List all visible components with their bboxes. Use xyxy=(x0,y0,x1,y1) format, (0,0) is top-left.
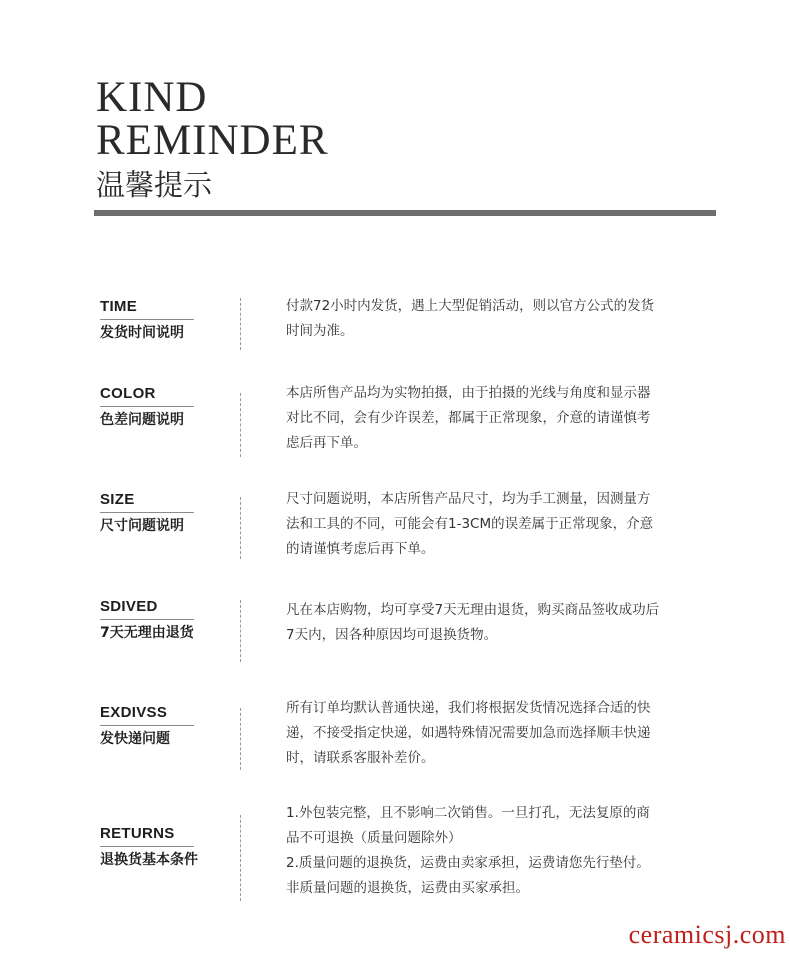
title-english-line-1: KIND xyxy=(96,74,208,121)
section-body xyxy=(286,598,706,648)
body-line: 7天内，因各种原因均可退换货物。 xyxy=(286,627,498,643)
body-line: 法和工具的不同，可能会有1-3CM的误差属于正常现象，介意 xyxy=(286,516,654,532)
section-heading-cn: 退换货基本条件 xyxy=(100,852,198,868)
section-heading-cn: 色差问题说明 xyxy=(100,412,184,428)
section-heading-cn: 发快递问题 xyxy=(100,731,170,747)
title-chinese: 温馨提示 xyxy=(96,168,213,202)
body-line: 递，不接受指定快递，如遇特殊情况需要加急而选择顺丰快递 xyxy=(286,725,651,741)
section-dashed-divider xyxy=(240,600,241,662)
section-heading-rule xyxy=(100,319,194,320)
body-line: 尺寸问题说明，本店所售产品尺寸，均为手工测量，因测量方 xyxy=(286,491,651,507)
section-dashed-divider xyxy=(240,393,241,457)
section-heading-en: TIME xyxy=(100,298,138,315)
section-dashed-divider xyxy=(240,815,241,901)
section-body xyxy=(286,381,706,456)
body-line: 付款72小时内发货，遇上大型促销活动，则以官方公式的发货 xyxy=(286,298,655,314)
section-heading-en: SIZE xyxy=(100,491,135,508)
body-line: 2.质量问题的退换货，运费由卖家承担，运费请您先行垫付。 xyxy=(286,855,650,871)
section-heading-rule xyxy=(100,619,194,620)
body-line: 本店所售产品均为实物拍摄，由于拍摄的光线与角度和显示器 xyxy=(286,385,651,401)
body-line: 1.外包装完整，且不影响二次销售。一旦打孔，无法复原的商 xyxy=(286,805,650,821)
section-heading-rule xyxy=(100,512,194,513)
section-heading-en: EXDIVSS xyxy=(100,704,168,721)
title-english-line-2: REMINDER xyxy=(96,117,329,164)
section-heading-rule xyxy=(100,846,194,847)
body-line: 非质量问题的退换货，运费由买家承担。 xyxy=(286,880,529,896)
section-dashed-divider xyxy=(240,497,241,559)
section-body xyxy=(286,801,706,901)
section-heading-en: SDIVED xyxy=(100,598,158,615)
body-line: 时，请联系客服补差价。 xyxy=(286,750,435,766)
section-heading-en: COLOR xyxy=(100,385,156,402)
body-line: 时间为准。 xyxy=(286,323,354,339)
section-heading-cn: 尺寸问题说明 xyxy=(100,518,184,534)
body-line: 凡在本店购物，均可享受7天无理由退货，购买商品签收成功后 xyxy=(286,602,660,618)
body-line: 品不可退换（质量问题除外） xyxy=(286,830,462,846)
section-body xyxy=(286,696,706,771)
body-line: 的请谨慎考虑后再下单。 xyxy=(286,541,435,557)
section-dashed-divider xyxy=(240,708,241,770)
site-watermark: ceramicsj.com xyxy=(628,920,786,949)
title-block xyxy=(96,76,329,202)
section-dashed-divider xyxy=(240,298,241,350)
section-body xyxy=(286,487,706,562)
section-body xyxy=(286,294,706,344)
title-divider xyxy=(94,210,716,216)
section-heading-rule xyxy=(100,725,194,726)
section-heading-rule xyxy=(100,406,194,407)
body-line: 虑后再下单。 xyxy=(286,435,367,451)
body-line: 对比不同，会有少许误差，都属于正常现象，介意的请谨慎考 xyxy=(286,410,651,426)
section-heading-cn: 7天无理由退货 xyxy=(100,625,194,641)
body-line: 所有订单均默认普通快递，我们将根据发货情况选择合适的快 xyxy=(286,700,651,716)
section-heading-cn: 发货时间说明 xyxy=(100,325,184,341)
section-heading-en: RETURNS xyxy=(100,825,175,842)
